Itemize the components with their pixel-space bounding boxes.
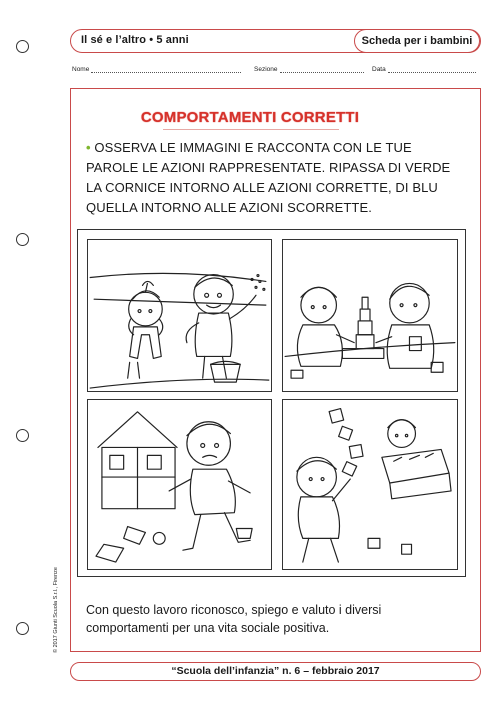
panel-throwing-blocks[interactable] (282, 399, 458, 570)
instructions-text: OSSERVA LE IMMAGINI E RACCONTA CON LE TUE PAROLE LE AZIONI RAPPRESENTATE. RIPASSA DI VERDE LA CORNICE INTORNO ALLE AZIONI CORRETTE, DI BLU QUELLA INTORNO ALLE AZIONI SCORRETTE. (86, 140, 451, 215)
page-header (70, 29, 481, 53)
worksheet-title: COMPORTAMENTI CORRETTI (140, 109, 360, 126)
copyright-notice: © 2017 Giunti Scuola S.r.l., Firenze (53, 567, 59, 653)
bullet-icon: • (86, 140, 91, 155)
conclusion-text: Con questo lavoro riconosco, spiego e valuto i diversi comportamenti per una vita sociale positiva. (86, 603, 382, 635)
panel-dollhouse[interactable] (87, 399, 272, 570)
image-grid (77, 229, 466, 577)
panel-sandbox[interactable] (87, 239, 272, 392)
dollhouse-illustration (88, 400, 271, 569)
section-label: Sezione (254, 66, 278, 73)
date-label: Data (372, 66, 386, 73)
header-subject: Il sé e l’altro • 5 anni (81, 34, 189, 46)
binder-hole (16, 429, 29, 442)
binder-hole (16, 233, 29, 246)
section-field[interactable] (254, 66, 364, 73)
page-footer: “Scuola dell’infanzia” n. 6 – febbraio 2017 (70, 662, 481, 681)
blocks-illustration (283, 240, 457, 391)
header-sheet-type: Scheda per i bambini (354, 29, 480, 53)
throwing-illustration (283, 400, 457, 569)
date-field[interactable] (372, 66, 476, 73)
binder-hole (16, 40, 29, 53)
instructions (86, 138, 466, 218)
title-underline (163, 129, 339, 130)
name-field[interactable] (72, 66, 241, 73)
panel-building-blocks[interactable] (282, 239, 458, 392)
student-fields (72, 66, 482, 80)
sandbox-illustration (88, 240, 271, 391)
name-label: Nome (72, 66, 90, 73)
binder-hole (16, 622, 29, 635)
